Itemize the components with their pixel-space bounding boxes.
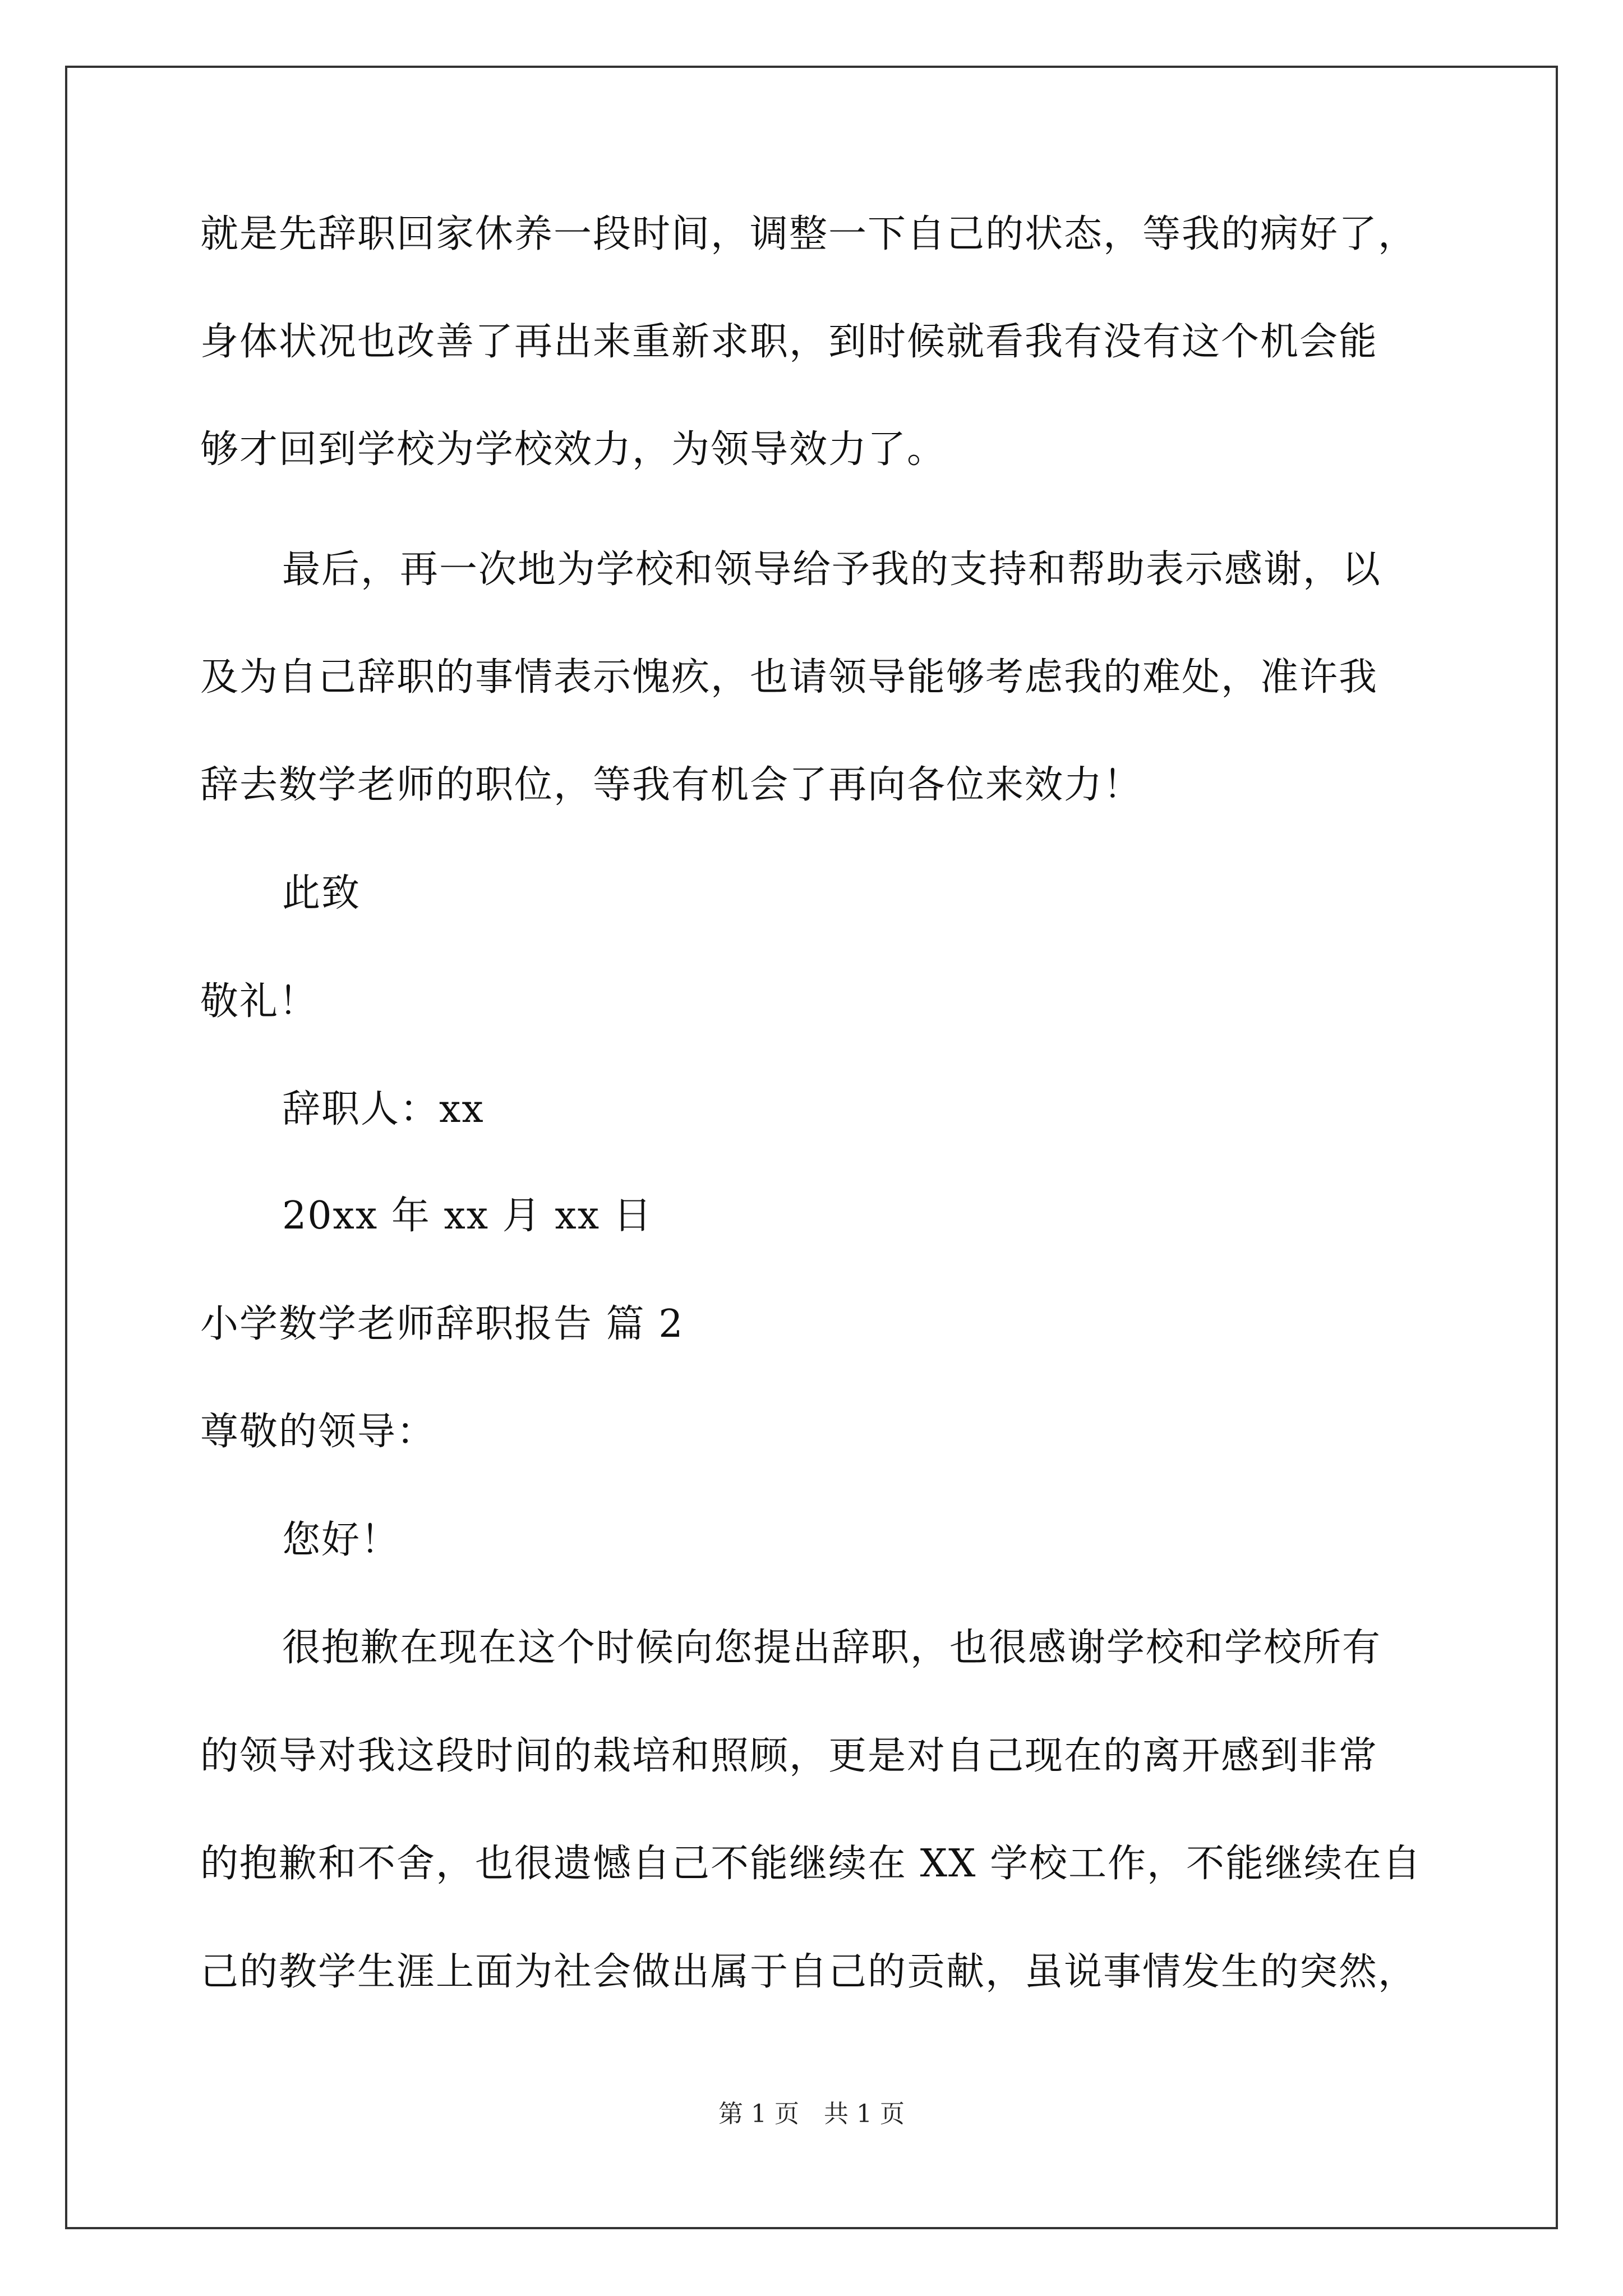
text-line: 的领导对我这段时间的栽培和照顾，更是对自己现在的离开感到非常 [200, 1734, 1378, 1778]
text-line: 就是先辞职回家休养一段时间，调整一下自己的状态，等我的病好了， [200, 212, 1418, 256]
page-border [65, 66, 1558, 2229]
text-line: 身体状况也改善了再出来重新求职，到时候就看我有没有这个机会能 [200, 320, 1378, 364]
page-total: 共 1 页 [824, 2100, 905, 2128]
section-heading: 小学数学老师辞职报告 篇 2 [200, 1302, 684, 1346]
text-line: 最后，再一次地为学校和领导给予我的支持和帮助表示感谢，以 [282, 547, 1382, 592]
text-line: 够才回到学校为学校效力，为领导效力了。 [200, 427, 947, 472]
signature-name: 辞职人：xx [282, 1087, 485, 1131]
text-line: 很抱歉在现在这个时候向您提出辞职，也很感谢学校和学校所有 [282, 1626, 1382, 1670]
page-footer [0, 2100, 1623, 2128]
salutation: 尊敬的领导： [200, 1410, 436, 1454]
text-line: 辞去数学老师的职位，等我有机会了再向各位来效力！ [200, 763, 1143, 807]
signature-date: 20xx 年 xx 月 xx 日 [282, 1194, 653, 1238]
text-line: 的抱歉和不舍，也很遗憾自己不能继续在 XX 学校工作，不能继续在自 [200, 1842, 1422, 1886]
text-line: 及为自己辞职的事情表示愧疚，也请领导能够考虑我的难处，准许我 [200, 655, 1378, 700]
page-number: 第 1 页 [718, 2100, 799, 2128]
closing-salutation: 此致 [282, 871, 361, 915]
closing-regards: 敬礼！ [200, 979, 319, 1024]
text-line: 己的教学生涯上面为社会做出属于自己的贡献，虽说事情发生的突然， [200, 1950, 1418, 1994]
greeting: 您好！ [282, 1518, 400, 1562]
